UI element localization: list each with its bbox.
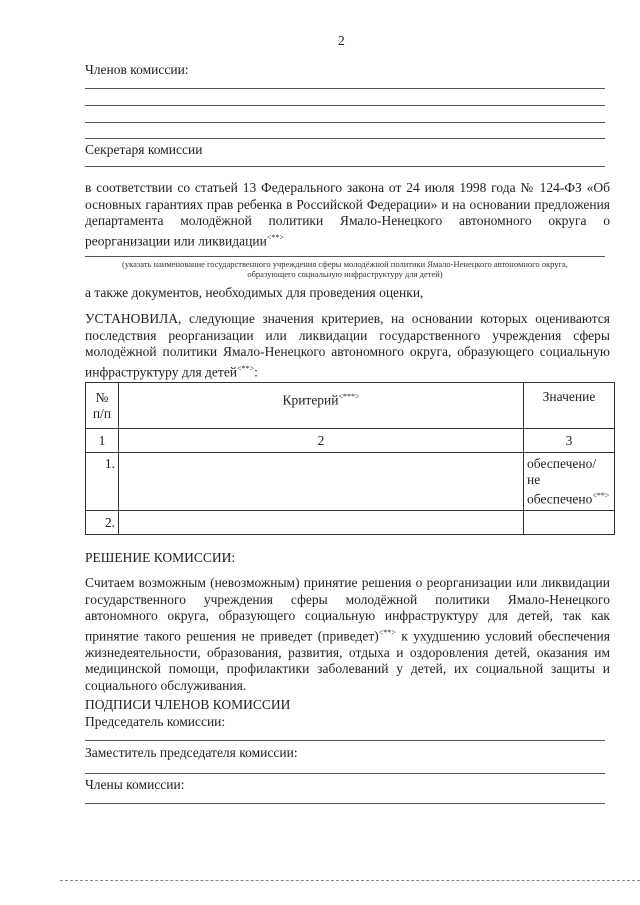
institution-line [85,256,605,257]
row-1-value-text: обеспечено/ не обеспечено [527,456,597,507]
criteria-table [85,382,615,535]
members-line-2 [85,105,605,106]
chair-label: Председатель комиссии: [85,714,226,729]
decision-text-a: Считаем возможным (невозможным) принятие решения о реорганизации или ликвидации государственного учреждения сферы молодёжной политики Ямало-Ненецкого автономного округа, образующего социальную инфраструктуру для детей, так как принятие такого решения не приведет (приведет) [85,575,610,643]
index-cell-2: 2 [119,429,524,453]
deputy-line [85,773,605,774]
also-documents: а также документов, необходимых для проведения оценки, [85,285,424,300]
established-text: УСТАНОВИЛА, следующие значения критериев, на основании которых оцениваются последствия реорганизации или ликвидации государственного учреждения сферы молодёжной политики Ямало-Ненецкого автономного округа, образующего социальную инфраструктуру для детей [85,311,610,379]
institution-hint: (указать наименование государственного учреждения сферы молодёжной политики Ямало-Ненецкого автономного округа, образующего социальную инфраструктуру для детей) [122,259,568,279]
deputy-label: Заместитель председателя комиссии: [85,745,298,760]
table-index-row [86,429,615,453]
row-1-number: 1. [86,453,119,511]
members-sign-label: Члены комиссии: [85,777,185,792]
members-label: Членов комиссии: [85,62,189,77]
table-row [86,511,615,535]
row-2-value [524,511,615,535]
criterion-footnote-mark: <***> [338,392,360,401]
scan-edge-line [60,880,640,881]
header-value: Значение [524,383,615,429]
decision-paragraph [85,575,610,694]
row-1-value-mark: <**> [592,491,610,500]
decision-footnote-mark: <**> [378,627,396,637]
members-line-3 [85,122,605,123]
header-criterion-text: Критерий [282,392,339,408]
index-cell-3: 3 [524,429,615,453]
established-paragraph: УСТАНОВИЛА, следующие значения критериев, на основании которых оцениваются последствия реорганизации или ликвидации государственного учреждения сферы молодёжной политики Ямало-Ненецкого автономного округа, образующего социальную инфраструктуру для детей<**>: [85,311,610,379]
decision-heading: РЕШЕНИЕ КОМИССИИ: [85,550,236,565]
row-2-number: 2. [86,511,119,535]
members-line-4 [85,138,605,139]
members-line-1 [85,88,605,89]
basis-footnote-mark: <**> [266,232,284,242]
table-header-row [86,383,615,429]
secretary-line [85,166,605,167]
header-number: № п/п [86,383,119,429]
signatures-heading: ПОДПИСИ ЧЛЕНОВ КОМИССИИ [85,697,291,712]
table-row [86,453,615,511]
page-number: 2 [338,33,345,48]
chair-line [85,740,605,741]
basis-paragraph [85,180,610,250]
established-footnote-mark: <**> [237,363,255,373]
row-1-value [524,453,615,511]
secretary-label: Секретаря комиссии [85,142,203,157]
row-1-criterion [119,453,524,511]
basis-text: в соответствии со статьей 13 Федерального закона от 24 июля 1998 года № 124-ФЗ «Об основных гарантиях прав ребенка в Российской Федерации» и на основании предложения департамента молодёжной политики Ямало-Ненецкого автономного округа о реорганизации или ликвидации [85,180,610,248]
index-cell-1: 1 [86,429,119,453]
decision-text-b: к ухудшению условий обеспечения жизнедеятельности, образования, развития, отдыха и оздоровления детей, оказания им медицинской помощи, профилактики заболеваний у детей, их социальной защиты и социального обслуживания. [85,628,610,693]
row-2-criterion [119,511,524,535]
header-criterion [119,383,524,429]
members-sign-line [85,803,605,804]
